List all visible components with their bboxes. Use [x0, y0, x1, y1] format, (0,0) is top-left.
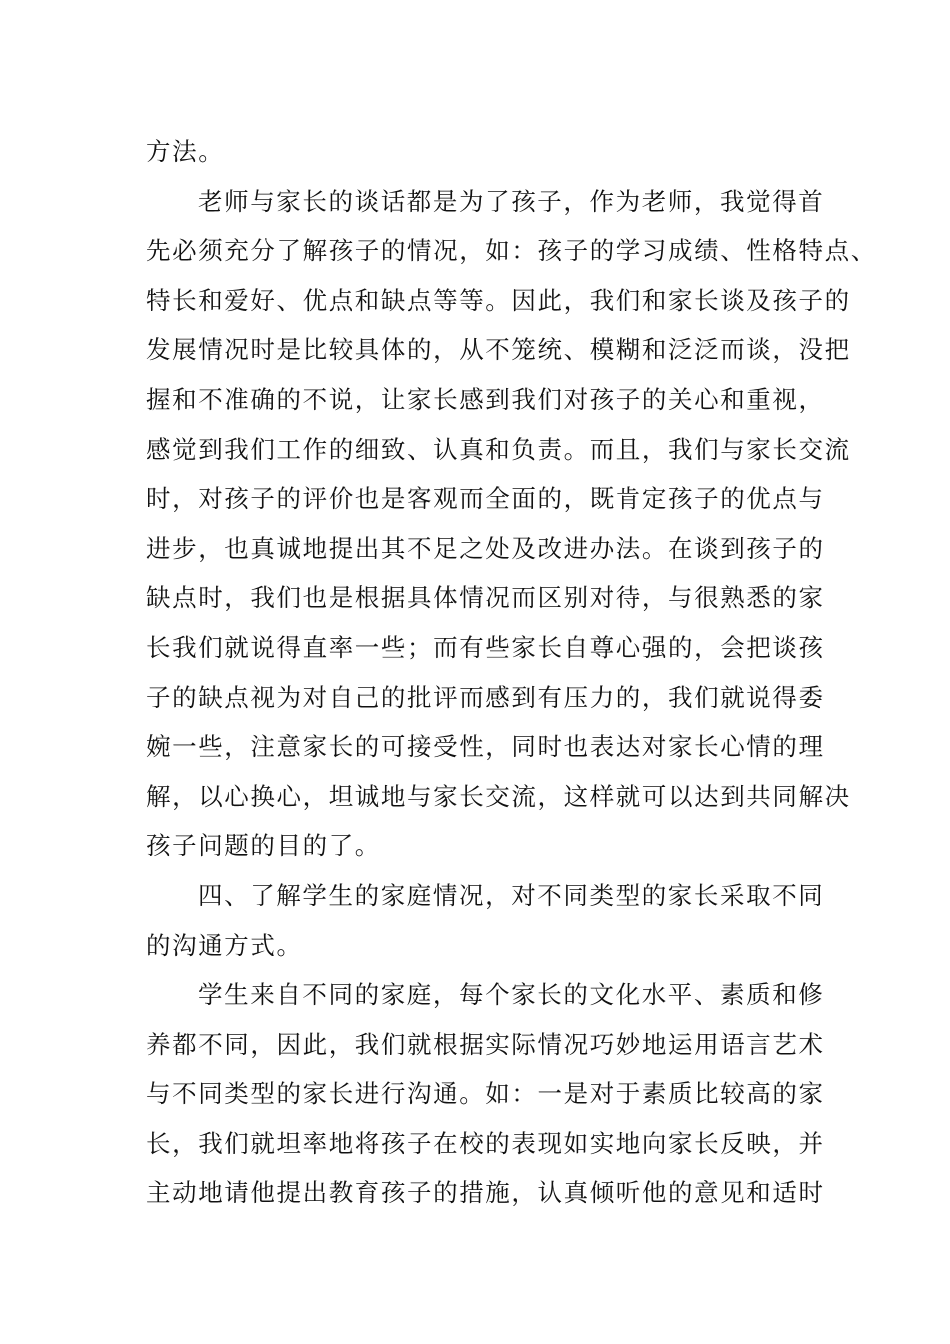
text-line: 感觉到我们工作的细致、认真和负责。而且，我们与家长交流 — [146, 434, 851, 464]
text-line: 养都不同，因此，我们就根据实际情况巧妙地运用语言艺术 — [146, 1029, 825, 1059]
text-line: 发展情况时是比较具体的，从不笼统、模糊和泛泛而谈，没把 — [146, 335, 851, 365]
text-line: 进步，也真诚地提出其不足之处及改进办法。在谈到孩子的 — [146, 533, 825, 563]
text-line: 解，以心换心，坦诚地与家长交流，这样就可以达到共同解决 — [146, 781, 851, 811]
text-line: 老师与家长的谈话都是为了孩子，作为老师，我觉得首 — [198, 186, 825, 216]
text-line: 先必须充分了解孩子的情况，如：孩子的学习成绩、性格特点、 — [146, 236, 877, 266]
text-line: 与不同类型的家长进行沟通。如：一是对于素质比较高的家 — [146, 1079, 825, 1109]
text-line: 握和不准确的不说，让家长感到我们对孩子的关心和重视， — [146, 384, 825, 414]
body-text — [146, 127, 877, 1218]
text-line: 学生来自不同的家庭，每个家长的文化水平、素质和修 — [198, 980, 825, 1010]
text-line: 子的缺点视为对自己的批评而感到有压力的，我们就说得委 — [146, 682, 825, 712]
text-line: 长，我们就坦率地将孩子在校的表现如实地向家长反映，并 — [146, 1128, 825, 1158]
text-line: 主动地请他提出教育孩子的措施，认真倾听他的意见和适时 — [146, 1178, 825, 1208]
text-line: 孩子问题的目的了。 — [146, 831, 381, 861]
text-line: 时，对孩子的评价也是客观而全面的，既肯定孩子的优点与 — [146, 484, 825, 514]
section-heading-line: 四、了解学生的家庭情况，对不同类型的家长采取不同 — [198, 880, 825, 910]
text-line: 方法。 — [146, 137, 225, 166]
section-heading-line: 的沟通方式。 — [146, 930, 303, 960]
text-line: 长我们就说得直率一些；而有些家长自尊心强的，会把谈孩 — [146, 632, 825, 662]
text-line: 缺点时，我们也是根据具体情况而区别对待，与很熟悉的家 — [146, 583, 825, 613]
text-line: 婉一些，注意家长的可接受性，同时也表达对家长心情的理 — [146, 732, 825, 762]
text-line: 特长和爱好、优点和缺点等等。因此，我们和家长谈及孩子的 — [146, 285, 851, 315]
